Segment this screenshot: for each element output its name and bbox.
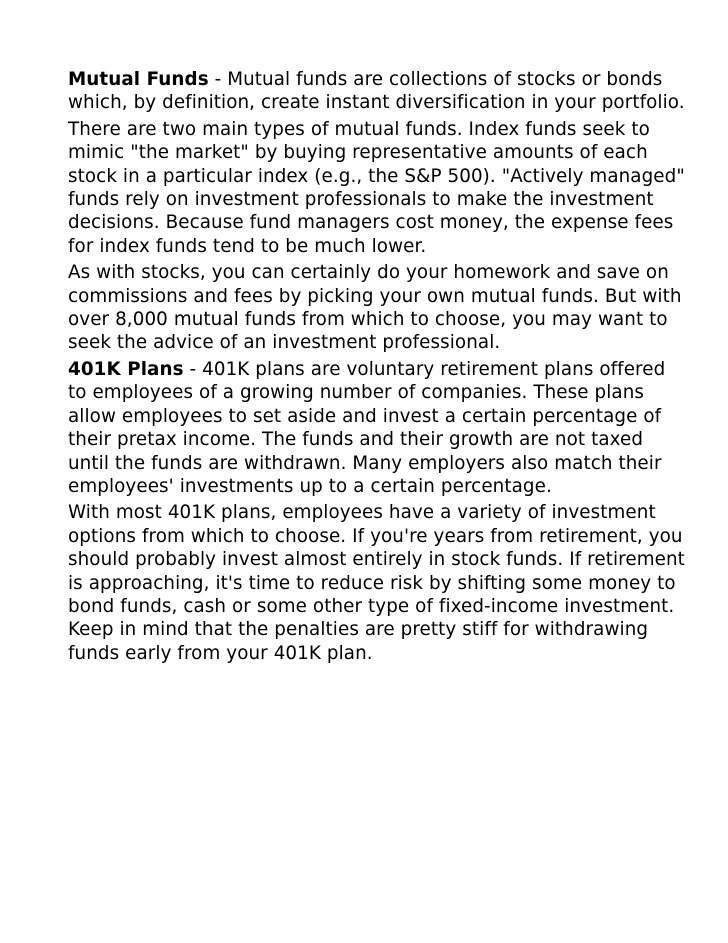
mutual-funds-paragraph bbox=[68, 68, 688, 115]
mutual-funds-homework-paragraph: As with stocks, you can certainly do your homework and save on commissions and fees by picking your own mutual funds. But with over 8,000 mutual funds from which to choose, you may want to seek the advice of an investment professional. bbox=[68, 262, 682, 354]
mutual-funds-types-paragraph: There are two main types of mutual funds. Index funds seek to mimic "the market" by buying representative amounts of each stock in a particular index (e.g., the S&P 500). "Actively managed" funds rely on investment professionals to make the investment decisions. Because fund managers cost money, the expense fees for index funds tend to be much lower. bbox=[68, 118, 685, 257]
401k-options-paragraph: With most 401K plans, employees have a variety of investment options from which to choose. If you're years from retirement, you should probably invest almost entirely in stock funds. If retirement is approaching, it's time to reduce risk by shifting some money to bond funds, cash or some other type of fixed-income investment. Keep in mind that the penalties are pretty stiff for withdrawing funds early from your 401K plan. bbox=[68, 502, 685, 664]
mutual-funds-heading: Mutual Funds bbox=[68, 69, 209, 90]
document-page bbox=[68, 68, 688, 668]
401k-plans-paragraph bbox=[68, 358, 688, 498]
401k-plans-intro: - 401K plans are voluntary retirement plans offered to employees of a growing number of companies. These plans allow employees to set aside and invest a certain percentage of their pretax income. The funds and their growth are not taxed until the funds are withdrawn. Many employers also match their employees' investments up to a certain percentage. bbox=[68, 358, 666, 497]
mutual-funds-intro: - Mutual funds are collections of stocks or bonds which, by definition, create instant diversification in your portfolio. bbox=[68, 69, 685, 114]
401k-plans-heading: 401K Plans bbox=[68, 358, 184, 380]
